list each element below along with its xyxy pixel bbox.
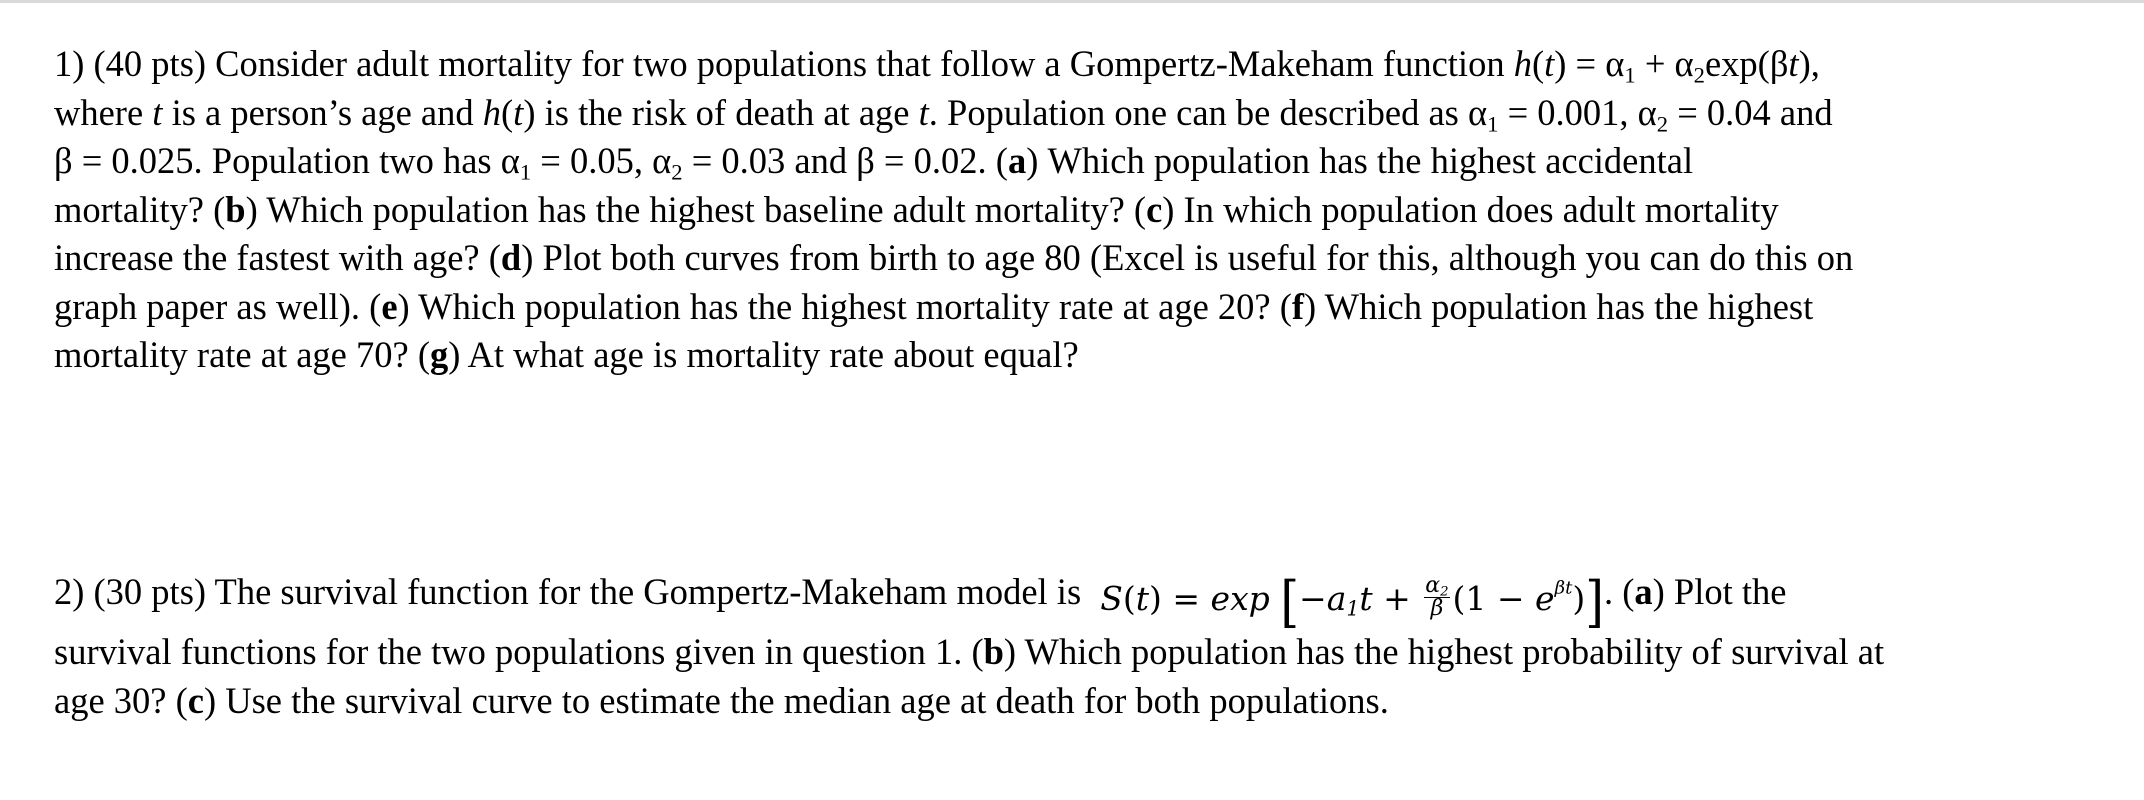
alpha-over-beta-fraction: $\frac{\alpha_2}{\beta}$ xyxy=(1425,572,1449,621)
question-2 xyxy=(54,568,2114,725)
top-border xyxy=(0,0,2144,3)
q2-line-2: survival functions for the two populations given in question 1. (b) Which population has the highest probability of survival at xyxy=(54,631,1885,672)
q2-line-1: 2) (30 pts) The survival function for the Gompertz-Makeham model is $S(t) = \exp [-a_1t$ + $\frac{\alpha_2}{\beta}$ $(1 - e^{\beta t})$]. (a) Plot the xyxy=(54,569,1787,635)
q1-line-7: mortality rate at age 70? (g) At what age is mortality rate about equal? xyxy=(54,334,1079,375)
q1-line-3: β = 0.025. Population two has $\alpha_1 = 0.05$, $\alpha_2 = 0.03$ and β = 0.02. (a) Which population has the highest accidental xyxy=(54,140,1694,185)
q1-line-5: increase the fastest with age? (d) Plot both curves from birth to age 80 (Excel is useful for this, although you can do this on xyxy=(54,237,1854,278)
q1-line-1: 1) (40 pts) Consider adult mortality for two populations that follow a Gompertz-Makeham function $h(t) = \alpha_1 + \alpha_2\exp(\beta t)$, xyxy=(54,43,1820,88)
q1-line-6: graph paper as well). (e) Which population has the highest mortality rate at age 20? (f) Which population has the highest xyxy=(54,285,1814,327)
survival-formula: $S(t) = \exp [-a_1t$ + $\frac{\alpha_2}{\beta}$ $(1 - e^{\beta t})$] xyxy=(1100,569,1604,635)
q1-line-4: mortality? (b) Which population has the highest baseline adult mortality? (c) In which population does adult mortality xyxy=(54,188,1779,230)
q1-line-2: where t is a person’s age and h(t) is the risk of death at age t. Population one can be described as $\alpha_1 = 0.001$, $\alpha_2 = 0.04$ and xyxy=(54,91,1833,136)
question-1 xyxy=(54,40,2114,380)
q2-line-3: age 30? (c) Use the survival curve to estimate the median age at death for both populations. xyxy=(54,679,1389,721)
